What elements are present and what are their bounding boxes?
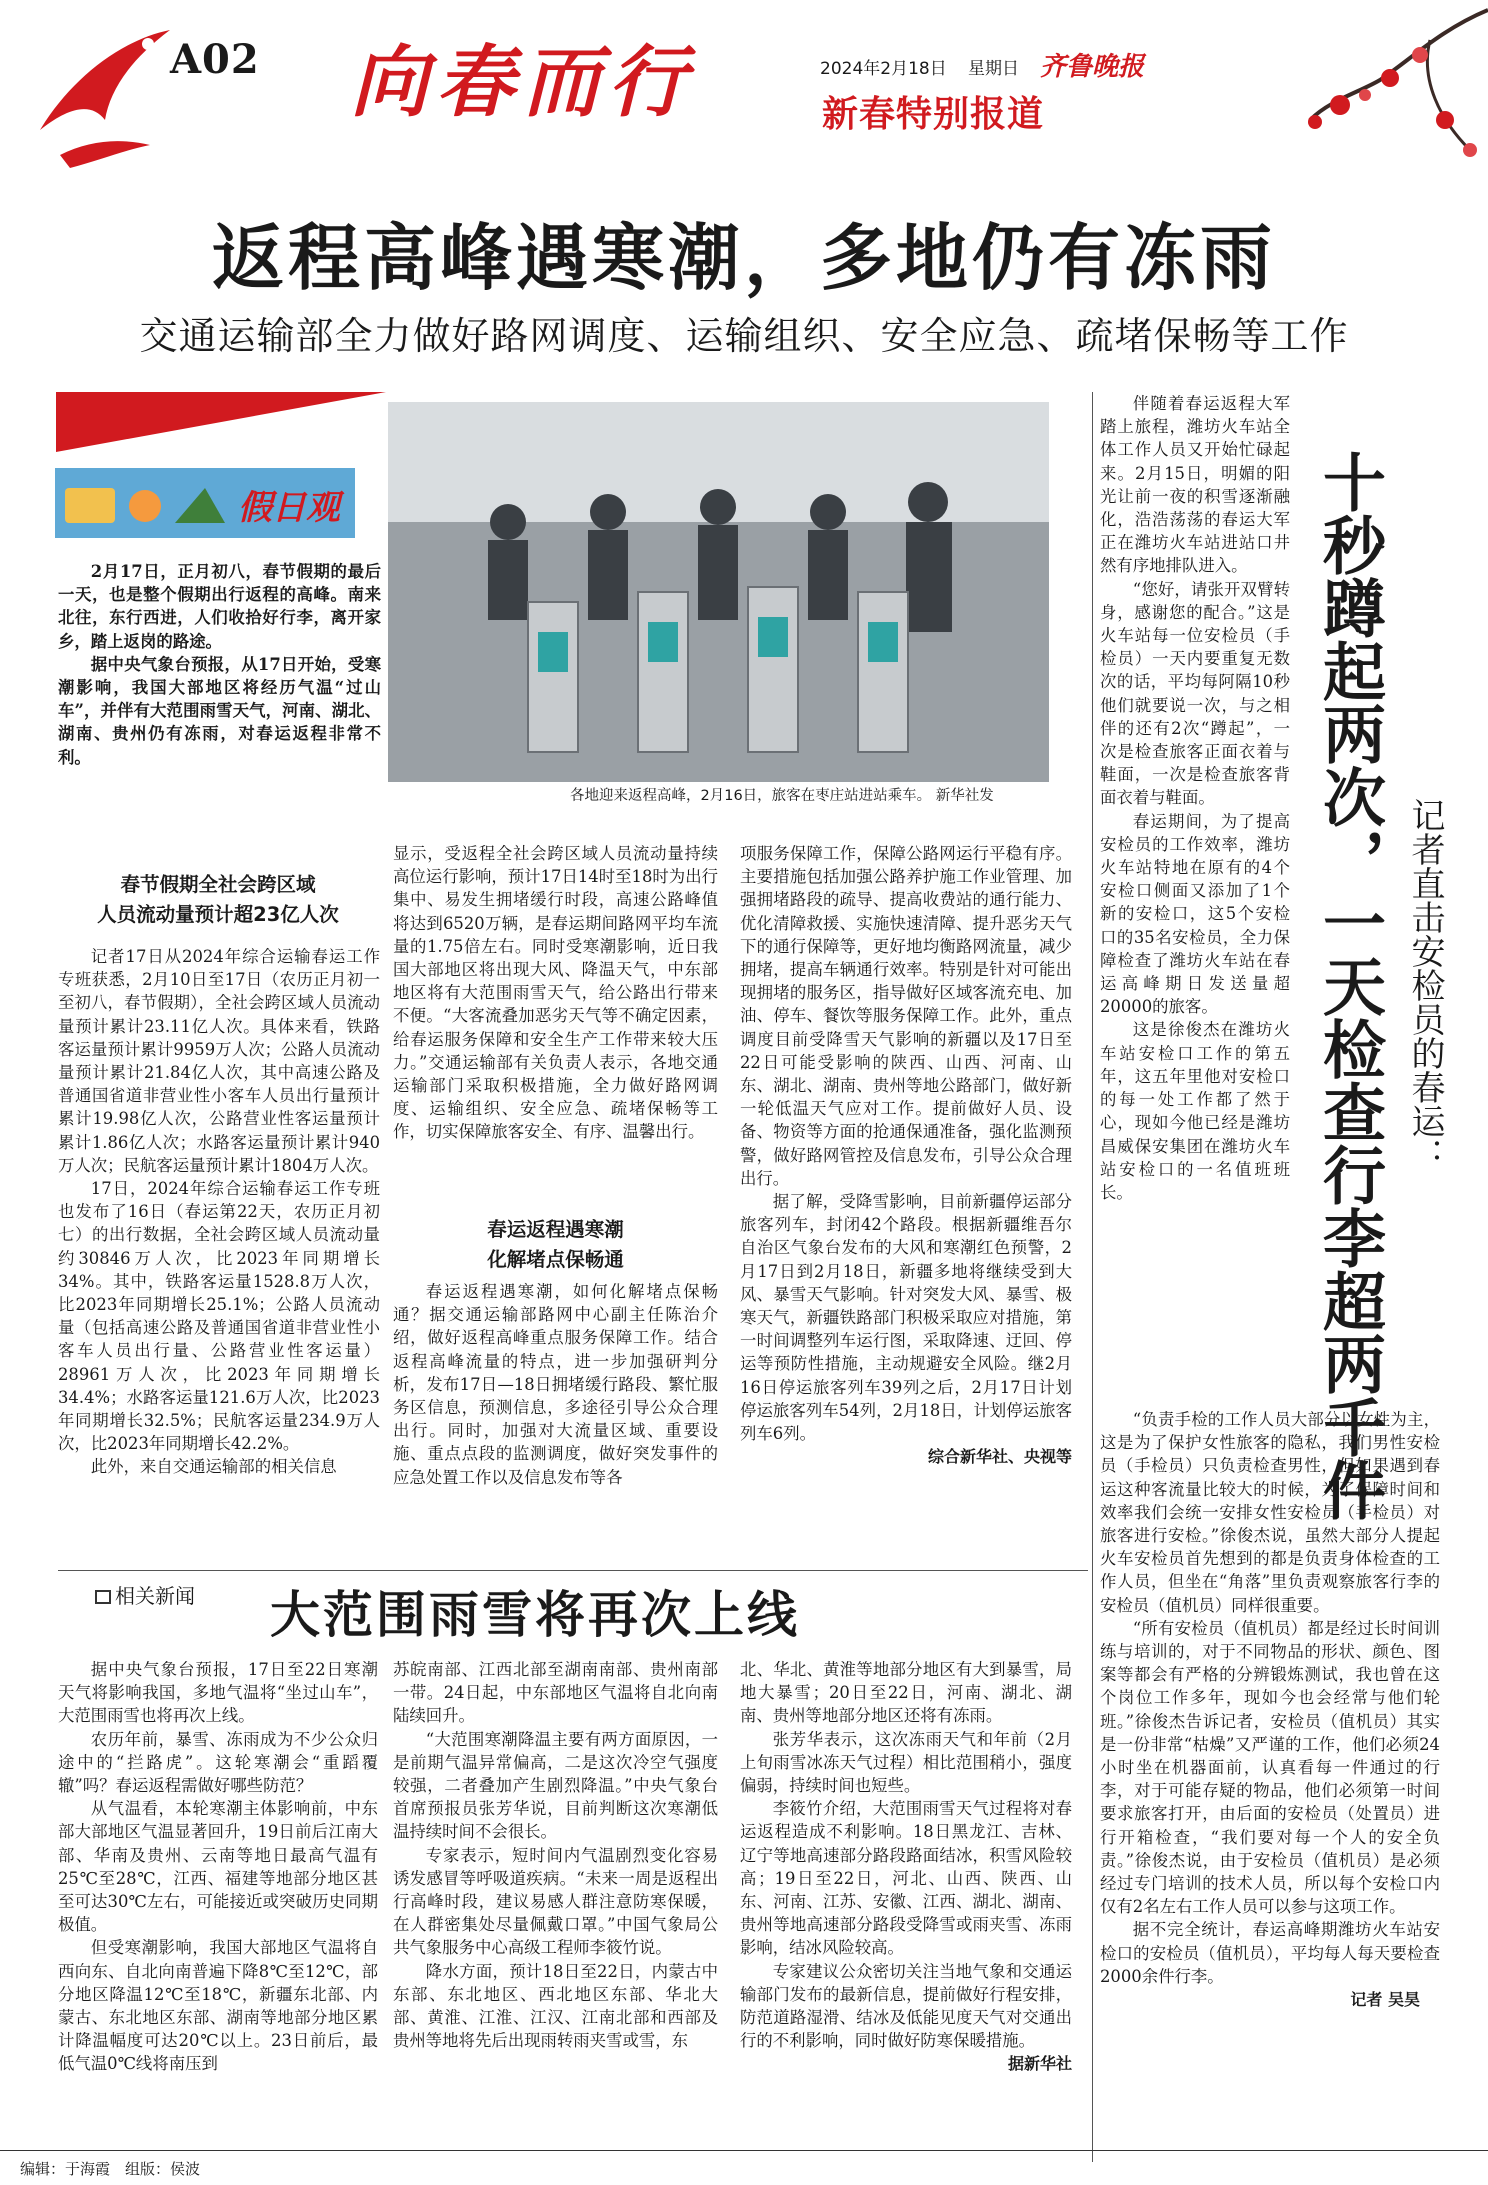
page-number: A02 — [170, 36, 260, 83]
article-column — [393, 1280, 718, 1489]
related-paragraph: 降水方面，预计18日至22日，内蒙古中东部、东北地区、西北地区东部、华北大部、黄淮、江淮、江汉、江南北部和西部及贵州等地将先后出现雨转雨夹雪或雪，东 — [393, 1961, 718, 2051]
right-paragraph: 春运期间，为了提高安检员的工作效率，潍坊火车站特地在原有的4个安检口侧面又添加了1个新的安检口，这5个安检口的35名安检员，全力保障检查了潍坊火车站在春运高峰期日发送量超20000的旅客。 — [1100, 811, 1290, 1017]
brand-title: 向春而行 — [350, 37, 695, 128]
section-title-line: 化解堵点保畅通 — [487, 1248, 624, 1271]
article-paragraph: 春运返程遇寒潮，如何化解堵点保畅通？据交通运输部路网中心副主任陈治介绍，做好返程高峰重点服务保障工作。结合返程高峰流量的特点，进一步加强研判分析，发布17日—18日拥堵缓行路段、繁忙服务区信息，预测信息，多途径引导公众合理出行。同时，加强对大流量区域、重要设施、重点点段的监测调度，做好突发事件的应急处置工作以及信息发布等各 — [393, 1282, 718, 1487]
related-paragraph: 农历年前，暴雪、冻雨成为不少公众归途中的“拦路虎”。这轮寒潮会“重蹈覆辙”吗？春运返程需做好哪些防范？ — [58, 1729, 378, 1796]
section-title-line: 春节假期全社会跨区域 — [120, 873, 316, 896]
right-paragraph: “负责手检的工作人员大部分以女性为主，这是为了保护女性旅客的隐私，我们男性安检员（手检员）只负责检查男性，但如果遇到春运这种客流量比较大的时候，为了保障时间和效率我们会统一安排女性安检员（手检员）对旅客进行安检。”徐俊杰说，虽然大部分人提起火车安检员首先想到的都是负责身体检查的工作人员，但坐在“角落”里负责观察旅客行李的安检员（值机员）同样很重要。 — [1100, 1410, 1440, 1615]
subheadline: 交通运输部全力做好路网调度、运输组织、安全应急、疏堵保畅等工作 — [139, 314, 1349, 358]
station-gates-photo-icon — [388, 402, 1049, 782]
lead-paragraph: 据中央气象台预报，从17日开始，受寒潮影响，我国大部地区将经历气温“过山车”，并伴有大范围雨雪天气，河南、湖北、湖南、贵州仍有冻雨，对春运返程非常不利。 — [58, 654, 381, 767]
section-title — [58, 870, 378, 930]
related-paragraph: 从气温看，本轮寒潮主体影响前，中东部大部地区气温显著回升，19日前后江南大部、华南及贵州、云南等地日最高气温有25℃至28℃，江西、福建等地部分地区甚至可达30℃左右，可能接近或突破历史同期极值。 — [58, 1799, 378, 1935]
lead-paragraphs — [58, 560, 381, 769]
related-column — [58, 1658, 378, 2076]
special-report-label: 新春特别报道 — [822, 94, 1045, 135]
related-paragraph: 苏皖南部、江西北部至湖南南部、贵州南部一带。24日起，中东部地区气温将自北向南陆续回升。 — [393, 1660, 718, 1726]
news-photo — [388, 402, 1049, 782]
related-paragraph: 张芳华表示，这次冻雨天气和年前（2月上旬雨雪冰冻天气过程）相比范围稍小，强度偏弱，持续时间也短些。 — [740, 1729, 1072, 1796]
right-column-text — [1100, 392, 1290, 1204]
article-paragraph: 记者17日从2024年综合运输春运工作专班获悉，2月10日至17日（农历正月初一至初八，春节假期），全社会跨区域人员流动量预计累计23.11亿人次。具体来看，铁路客运量预计累计9959万人次；公路人员流动量预计累计21.84亿人次，其中高速公路及普通国省道非营业性小客车人员出行量预计累计19.98亿人次，公路营业性客运量预计累计1.86亿人次；水路客运量预计累计940万人次；民航客运量预计累计1804万人次。 — [58, 947, 380, 1175]
masthead — [0, 0, 1488, 190]
related-paragraph: 据中央气象台预报，17日至22日寒潮天气将影响我国，多地气温将“坐过山车”，大范围雨雪也将再次上线。 — [58, 1660, 378, 1726]
article-paragraph: 此外，来自交通运输部的相关信息 — [90, 1457, 337, 1477]
related-column — [740, 1658, 1072, 2076]
section-title-line: 春运返程遇寒潮 — [487, 1218, 624, 1241]
issue-date: 2024年2月18日 — [820, 59, 947, 79]
lead-paragraph: 2月17日，正月初八，春节假期的最后一天，也是整个假期出行返程的高峰。南来北往，东行西进，人们收拾好行李，离开家乡，踏上返岗的路途。 — [58, 562, 381, 651]
article-column — [393, 842, 718, 1144]
main-headline: 返程高峰遇寒潮，多地仍有冻雨 — [211, 215, 1276, 300]
article-paragraph: 据了解，受降雪影响，目前新疆停运部分旅客列车，封闭42个路段。根据新疆维吾尔自治区气象台发布的大风和寒潮红色预警，2月17日到2月18日，新疆多地将继续受到大风、暴雪天气影响。针对突发大风、暴雪、极寒天气，新疆铁路部门积极采取应对措施，第一时间调整列车运行图，采取降速、迂回、停运等预防性措施，主动规避安全风险。继2月16日停运旅客列车39列之后，2月17日计划停运旅客列车54列，2月18日，计划停运旅客列车6列。 — [740, 1192, 1072, 1444]
swallow-decoration-icon — [30, 20, 180, 170]
article-paragraph: 显示，受返程全社会跨区域人员流动量持续高位运行影响，预计17日14时至18时为出行集中、易发生拥堵缓行时段，高速公路峰值将达到6520万辆，是春运期间路网平均车流量的1.75倍左右。同时受寒潮影响，近日我国大部地区将出现大风、降温天气，中东部地区将有大范围雨雪天气，给公路出行带来不便。“大客流叠加恶劣天气等不确定因素，给春运服务保障和安全生产工作带来较大压力。”交通运输部有关负责人表示，各地交通运输部门采取积极措施，全力做好路网调度、运输组织、安全应急、疏堵保畅等工作，切实保障旅客安全、有序、温馨出行。 — [393, 844, 718, 1142]
right-paragraph: “您好，请张开双臂转身，感谢您的配合。”这是火车站每一位安检员（手检员）一天内要重复无数次的话，平均每阿隔10秒他们就要说一次，与之相伴的还有2次“蹲起”，一次是检查旅客正面衣着与鞋面，一次是检查旅客背面衣着与鞋面。 — [1100, 579, 1290, 808]
related-news-label-text: 相关新闻 — [115, 1584, 195, 1608]
related-paragraph: 北、华北、黄淮等地部分地区有大到暴雪，局地大暴雪；20日至22日，河南、湖北、湖南、贵州等地部分地区还将有冻雨。 — [740, 1660, 1072, 1726]
article-byline: 综合新华社、央视等 — [927, 1447, 1072, 1467]
footer-credits: 编辑：于海霞 组版：侯波 — [20, 2160, 201, 2178]
related-paragraph: 但受寒潮影响，我国大部地区气温将自西向东、自北向南普遍下降8℃至12℃，部分地区降温12℃至18℃，新疆东北部、内蒙古、东北地区东部、湖南等地部分地区累计降温幅度可达20℃以上。23日前后，最低气温0℃线将南压到 — [58, 1938, 378, 2074]
column-divider — [1092, 392, 1093, 2162]
right-paragraph: 据不完全统计，春运高峰期潍坊火车站安检口的安检员（值机员），平均每人每天要检查2000余件行李。 — [1100, 1920, 1440, 1986]
reporter-wrap — [1100, 1988, 1440, 2011]
related-paragraph: “大范围寒潮降温主要有两方面原因，一是前期气温异常偏高，二是这次冷空气强度较强，二者叠加产生剧烈降温。”中央气象台首席预报员张芳华说，目前判断这次寒潮低温持续时间不会很长。 — [393, 1729, 718, 1842]
related-paragraph: 专家建议公众密切关注当地气象和交通运输部门发布的最新信息，提前做好行程安排，防范道路湿滑、结冰及低能见度天气对交通出行的不利影响，同时做好防寒保暖措施。 — [740, 1961, 1072, 2051]
related-byline-wrap — [740, 2052, 1072, 2075]
right-paragraph: 这是徐俊杰在潍坊火车站安检口工作的第五年，这五年里他对安检口的每一处工作都了然于心，现如今他已经是潍坊昌威保安集团在潍坊火车站安检口的一名值班班长。 — [1100, 1020, 1290, 1202]
article-byline-wrap — [740, 1445, 1072, 1468]
plum-blossom-icon — [1270, 0, 1488, 190]
article-paragraph: 17日，2024年综合运输春运工作专班也发布了16日（春运第22天，农历正月初七）的出行数据，全社会跨区域人员流动量约30846万人次，比2023年同期增长34%。其中，铁路客运量1528.8万人次，比2023年同期增长25.1%；公路人员流动量（包括高速公路及普通国省道非营业性小客车人员出行量、公路营业性客运量）28961万人次，比2023年同期增长34.4%；水路客运量121.6万人次，比2023年同期增长32.5%；民航客运量234.9万人次，比2023年同期增长42.2%。 — [58, 1179, 380, 1454]
right-column-text-lower — [1100, 1408, 1440, 2011]
weekday: 星期日 — [968, 59, 1019, 79]
news-box-icon — [95, 1590, 111, 1604]
reporter-byline: 记者 吴昊 — [1350, 1990, 1420, 2010]
section-title — [393, 1215, 718, 1275]
right-paragraph: 伴随着春运返程大军踏上旅程，潍坊火车站全体工作人员又开始忙碌起来。2月15日，明媚的阳光让前一夜的积雪逐渐融化，浩浩荡荡的春运大军正在潍坊火车站进站口井然有序地排队进入。 — [1100, 394, 1290, 576]
related-paragraph: 李筱竹介绍，大范围雨雪天气过程将对春运返程造成不利影响。18日黑龙江、吉林、辽宁等地高速部分路段路面结冰，积雪风险较高；19日至22日，河北、山西、陕西、山东、河南、江苏、安徽、江西、湖北、湖南、贵州等地高速部分路段受降雪或雨夹雪、冻雨影响，结冰风险较高。 — [740, 1799, 1072, 1958]
related-column — [393, 1658, 718, 2052]
related-divider — [58, 1570, 1088, 1571]
related-paragraph: 专家表示，短时间内气温剧烈变化容易诱发感冒等呼吸道疾病。“未来一周是返程出行高峰时段，建议易感人群注意防寒保暖，在人群密集处尽量佩戴口罩。”中国气象局公共气象服务中心高级工程师李筱竹说。 — [393, 1845, 718, 1958]
paper-name: 齐鲁晚报 — [1040, 52, 1145, 82]
photo-caption: 各地迎来返程高峰，2月16日，旅客在枣庄站进站乘车。 新华社发 — [570, 788, 994, 804]
right-column-subtitle: 记者直击安检员的春运： — [1405, 798, 1445, 1172]
article-column — [58, 945, 380, 1479]
holiday-label: 假日观 — [238, 488, 340, 528]
article-column — [740, 842, 1072, 1468]
related-headline: 大范围雨雪将再次上线 — [270, 1585, 800, 1644]
related-byline: 据新华社 — [1007, 2054, 1072, 2074]
right-column-title: 十秒蹲起两次，一天检查行李超两千件 — [1313, 450, 1387, 1521]
footer-divider — [0, 2150, 1488, 2151]
lead-corner-decoration — [56, 392, 386, 452]
section-title-line: 人员流动量预计超23亿人次 — [97, 903, 339, 926]
related-news-label — [95, 1580, 195, 1609]
article-paragraph: 项服务保障工作，保障公路网运行平稳有序。主要措施包括加强公路养护施工作业管理、加强拥堵路段的疏导、提高收费站的通行能力、优化清障救援、实施快速清障、提升恶劣天气下的通行保障等，更好地均衡路网流量，减少拥堵，提高车辆通行效率。特别是针对可能出现拥堵的服务区，指导做好区域客流充电、加油、停车、餐饮等服务保障工作。此外，重点调度目前受降雪天气影响的新疆以及17日至22日可能受影响的陕西、山西、河南、山东、湖北、湖南、贵州等地公路部门，做好新一轮低温天气应对工作。提前做好人员、设备、物资等方面的抢通保通准备，强化监测预警，做好路网管控及信息发布，引导公众合理出行。 — [740, 844, 1072, 1188]
right-paragraph: “所有安检员（值机员）都是经过长时间训练与培训的，对于不同物品的形状、颜色、图案等都会有严格的分辨锻炼测试，我也曾在这个岗位工作多年，现如今也会经常与他们轮班。”徐俊杰告诉记者，安检员（值机员）其实是一份非常“枯燥”又严谨的工作，他们必须24小时坐在机器面前，认真看每一件通过的行李，对于可能存疑的物品，他们必须第一时间要求旅客打开，由后面的安检员（处置员）进行开箱检查，“我们要对每一个人的安全负责。”徐俊杰说，由于安检员（值机员）是必须经过专门培训的技术人员，所以每个安检口内仅有2名左右工作人员可以参与这项工作。 — [1100, 1618, 1440, 1917]
